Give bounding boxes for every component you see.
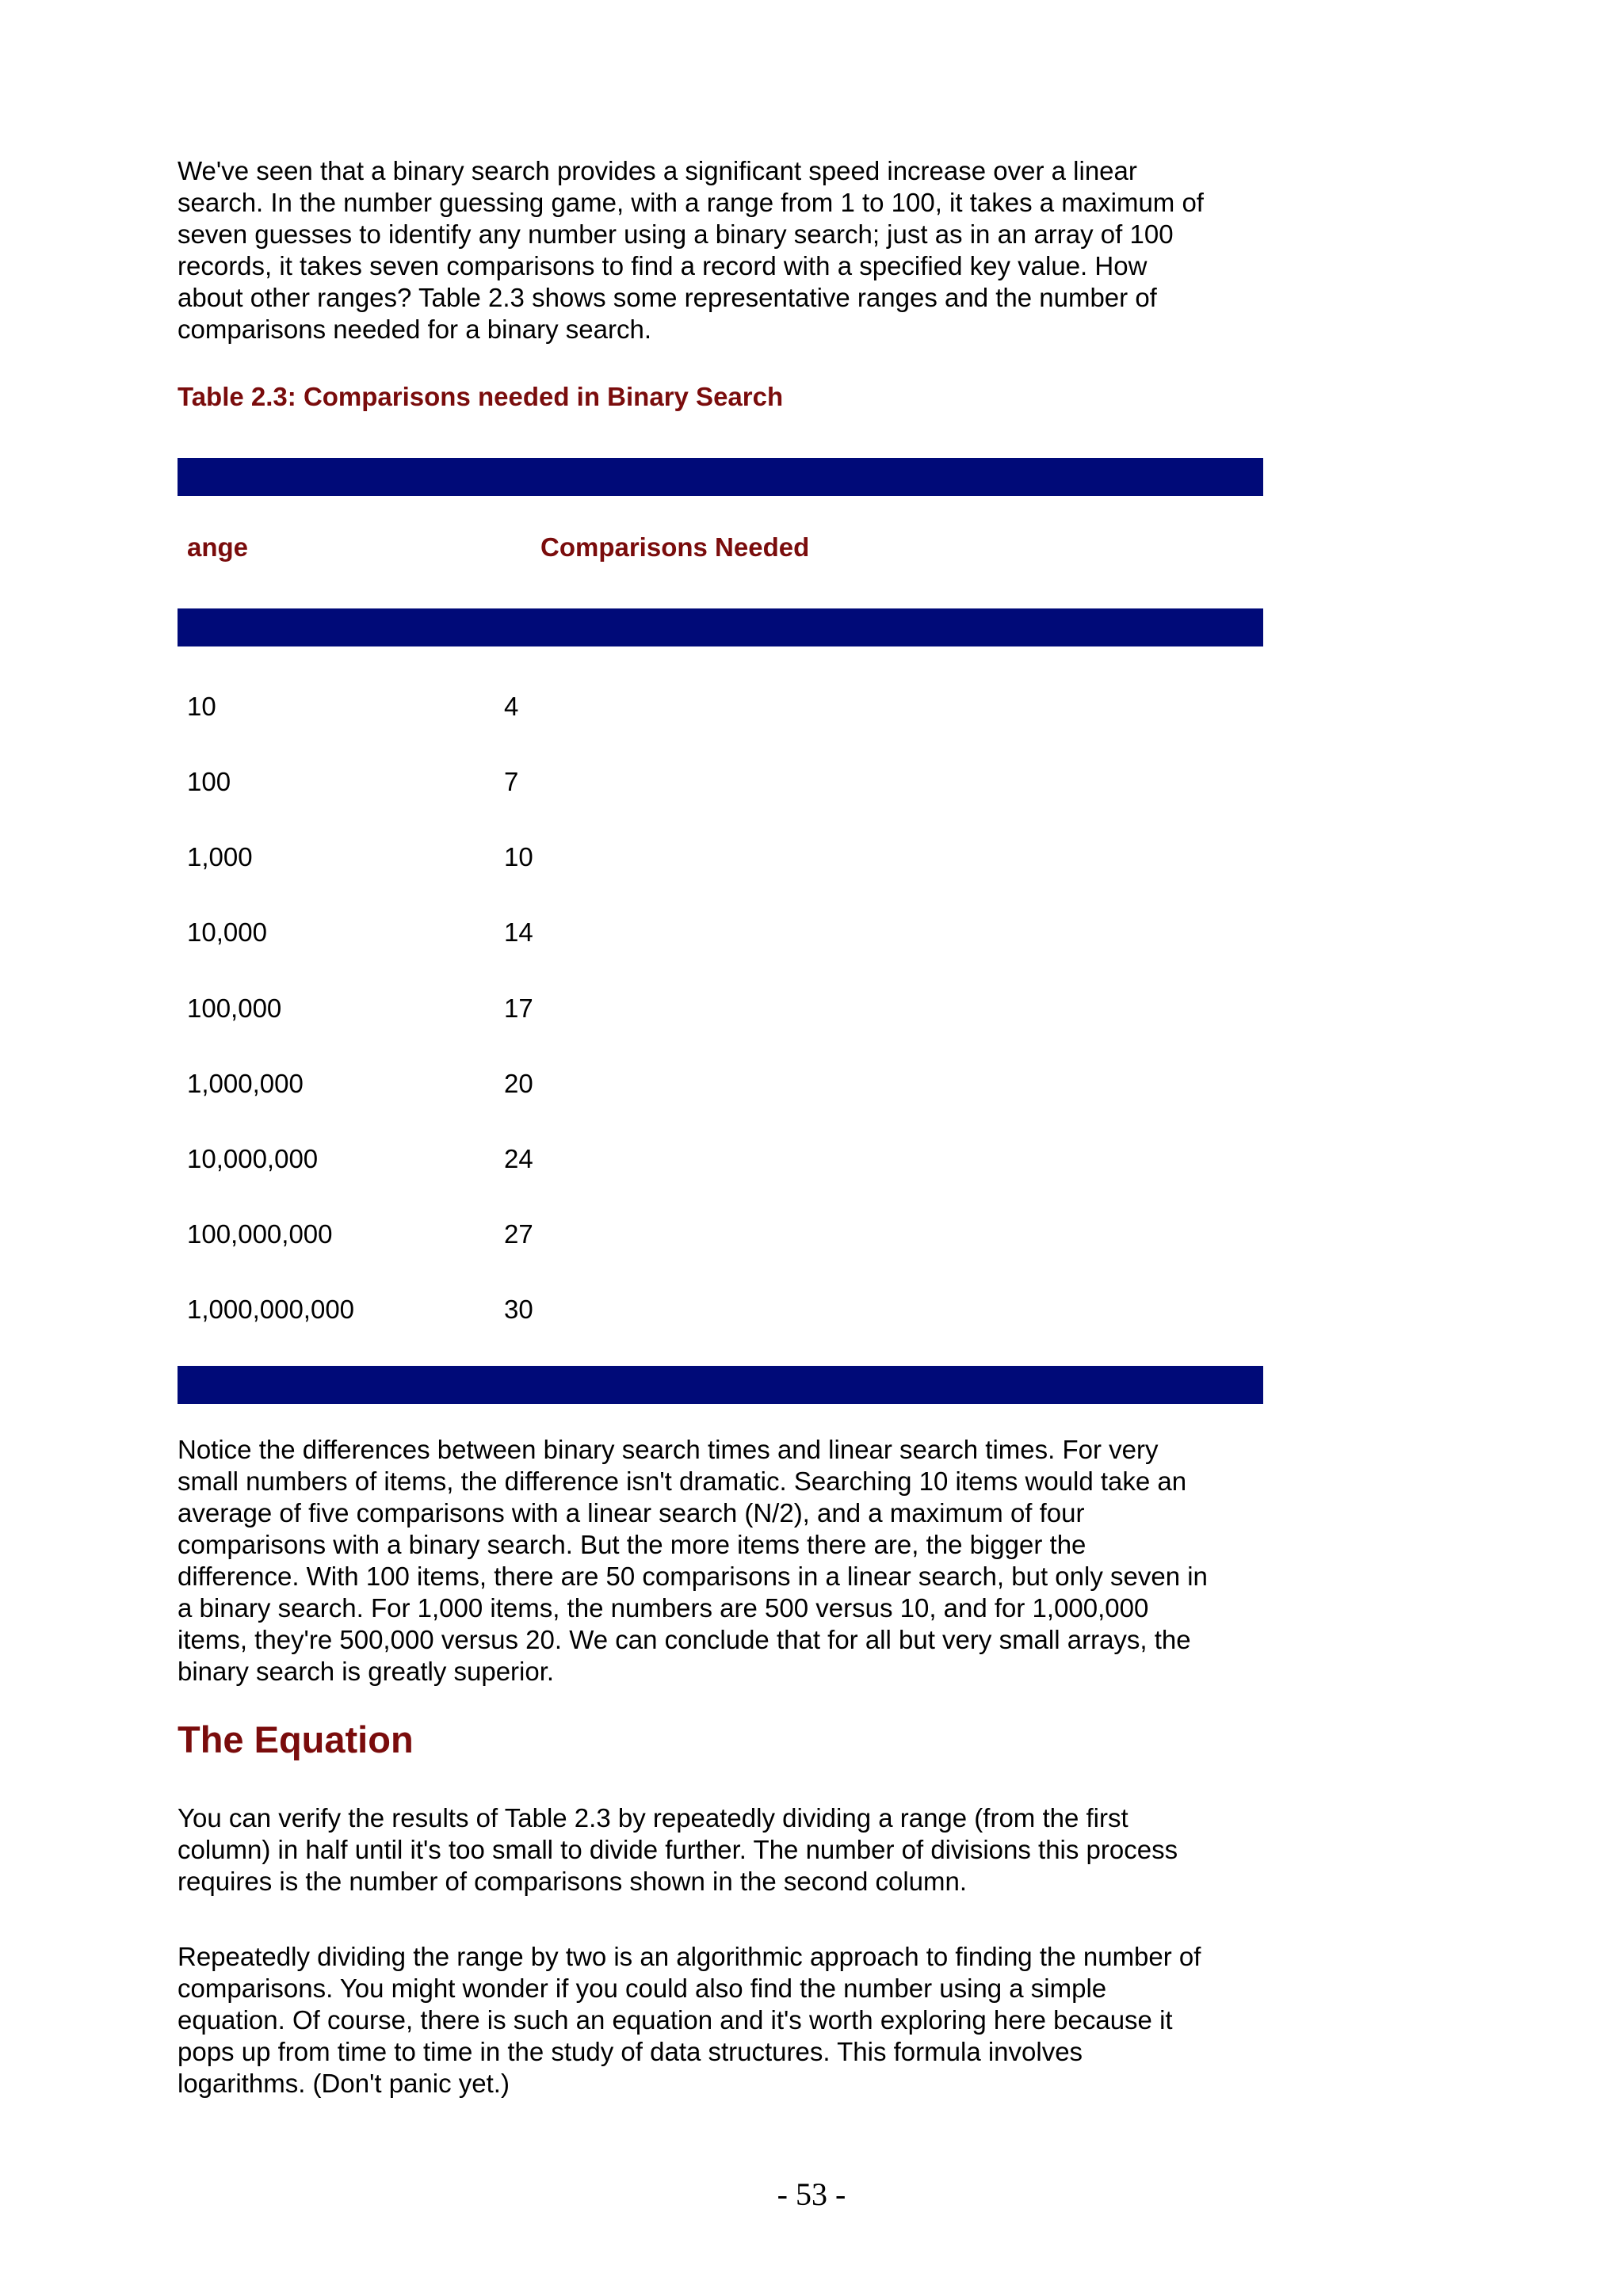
equation-paragraph-2: Repeatedly dividing the range by two is an algorithmic approach to finding the number of comparisons. You might wonder if you could also find the number using a simple equation. Of course, there is such an equation and it's worth exploring here because it pops up from time to time in the study of data structures. This formula involves logarithms. (Don't panic yet.) [178,1942,1201,2098]
table-bottom-rule [178,1366,1263,1404]
equation-paragraph-1: You can verify the results of Table 2.3 by repeatedly dividing a range (from the first column) in half until it's too small to divide further. The number of divisions this process requires is the number of comparisons shown in the second column. [178,1803,1178,1896]
table-cell-range: 1,000,000 [187,1069,304,1098]
table-cell-comparisons: 10 [504,842,533,871]
table-cell-comparisons: 14 [504,917,533,947]
table-row [0,917,1268,964]
table-cell-comparisons: 17 [504,994,533,1023]
table-cell-range: 10 [187,692,216,721]
table-row [0,993,1268,1040]
table-cell-comparisons: 20 [504,1069,533,1098]
table-cell-comparisons: 7 [504,767,519,796]
intro-paragraph: We've seen that a binary search provides a significant speed increase over a linear search. In the number guessing game, with a range from 1 to 100, it takes a maximum of seven guesses to identify any number using a binary search; just as in an array of 100 records, it takes seven comparisons to find a record with a specified key value. How about other ranges? Table 2.3 shows some representative ranges and the number of comparisons needed for a binary search. [178,156,1204,344]
table-cell-range: 10,000,000 [187,1144,319,1173]
table-cell-range: 1,000 [187,842,253,871]
table-cell-range: 1,000,000,000 [187,1295,355,1324]
table-cell-range: 100 [187,767,231,796]
table-cell-comparisons: 27 [504,1219,533,1249]
notice-paragraph: Notice the differences between binary search times and linear search times. For very small numbers of items, the difference isn't dramatic. Searching 10 items would take an average of five comparisons with a linear search (N/2), and a maximum of four comparisons with a binary search. But the more items there are, the bigger the difference. With 100 items, there are 50 comparisons in a linear search, but only seven in a binary search. For 1,000 items, the numbers are 500 versus 10, and for 1,000,000 items, they're 500,000 versus 20. We can conclude that for all but very small arrays, the binary search is greatly superior. [178,1435,1208,1686]
table-row [0,1294,1268,1341]
table-row [0,1143,1268,1191]
table-cell-range: 100,000,000 [187,1219,333,1249]
table-cell-comparisons: 30 [504,1295,533,1324]
table-cell-comparisons: 4 [504,692,519,721]
table-caption: Table 2.3: Comparisons needed in Binary Search [178,382,784,411]
table-row [0,766,1268,814]
page-number: - 53 - [777,2176,846,2212]
table-row [0,1219,1268,1266]
table-cell-range: 10,000 [187,917,267,947]
table-cell-range: 100,000 [187,994,282,1023]
table-header-comparisons: Comparisons Needed [540,532,810,562]
table-row [0,691,1268,738]
table-header-rule [178,608,1263,646]
table-top-rule [178,458,1263,496]
table-row [0,841,1268,889]
section-heading: The Equation [178,1718,414,1760]
table-row [0,1068,1268,1116]
table-cell-comparisons: 24 [504,1144,533,1173]
table-header-range: ange [187,532,249,562]
